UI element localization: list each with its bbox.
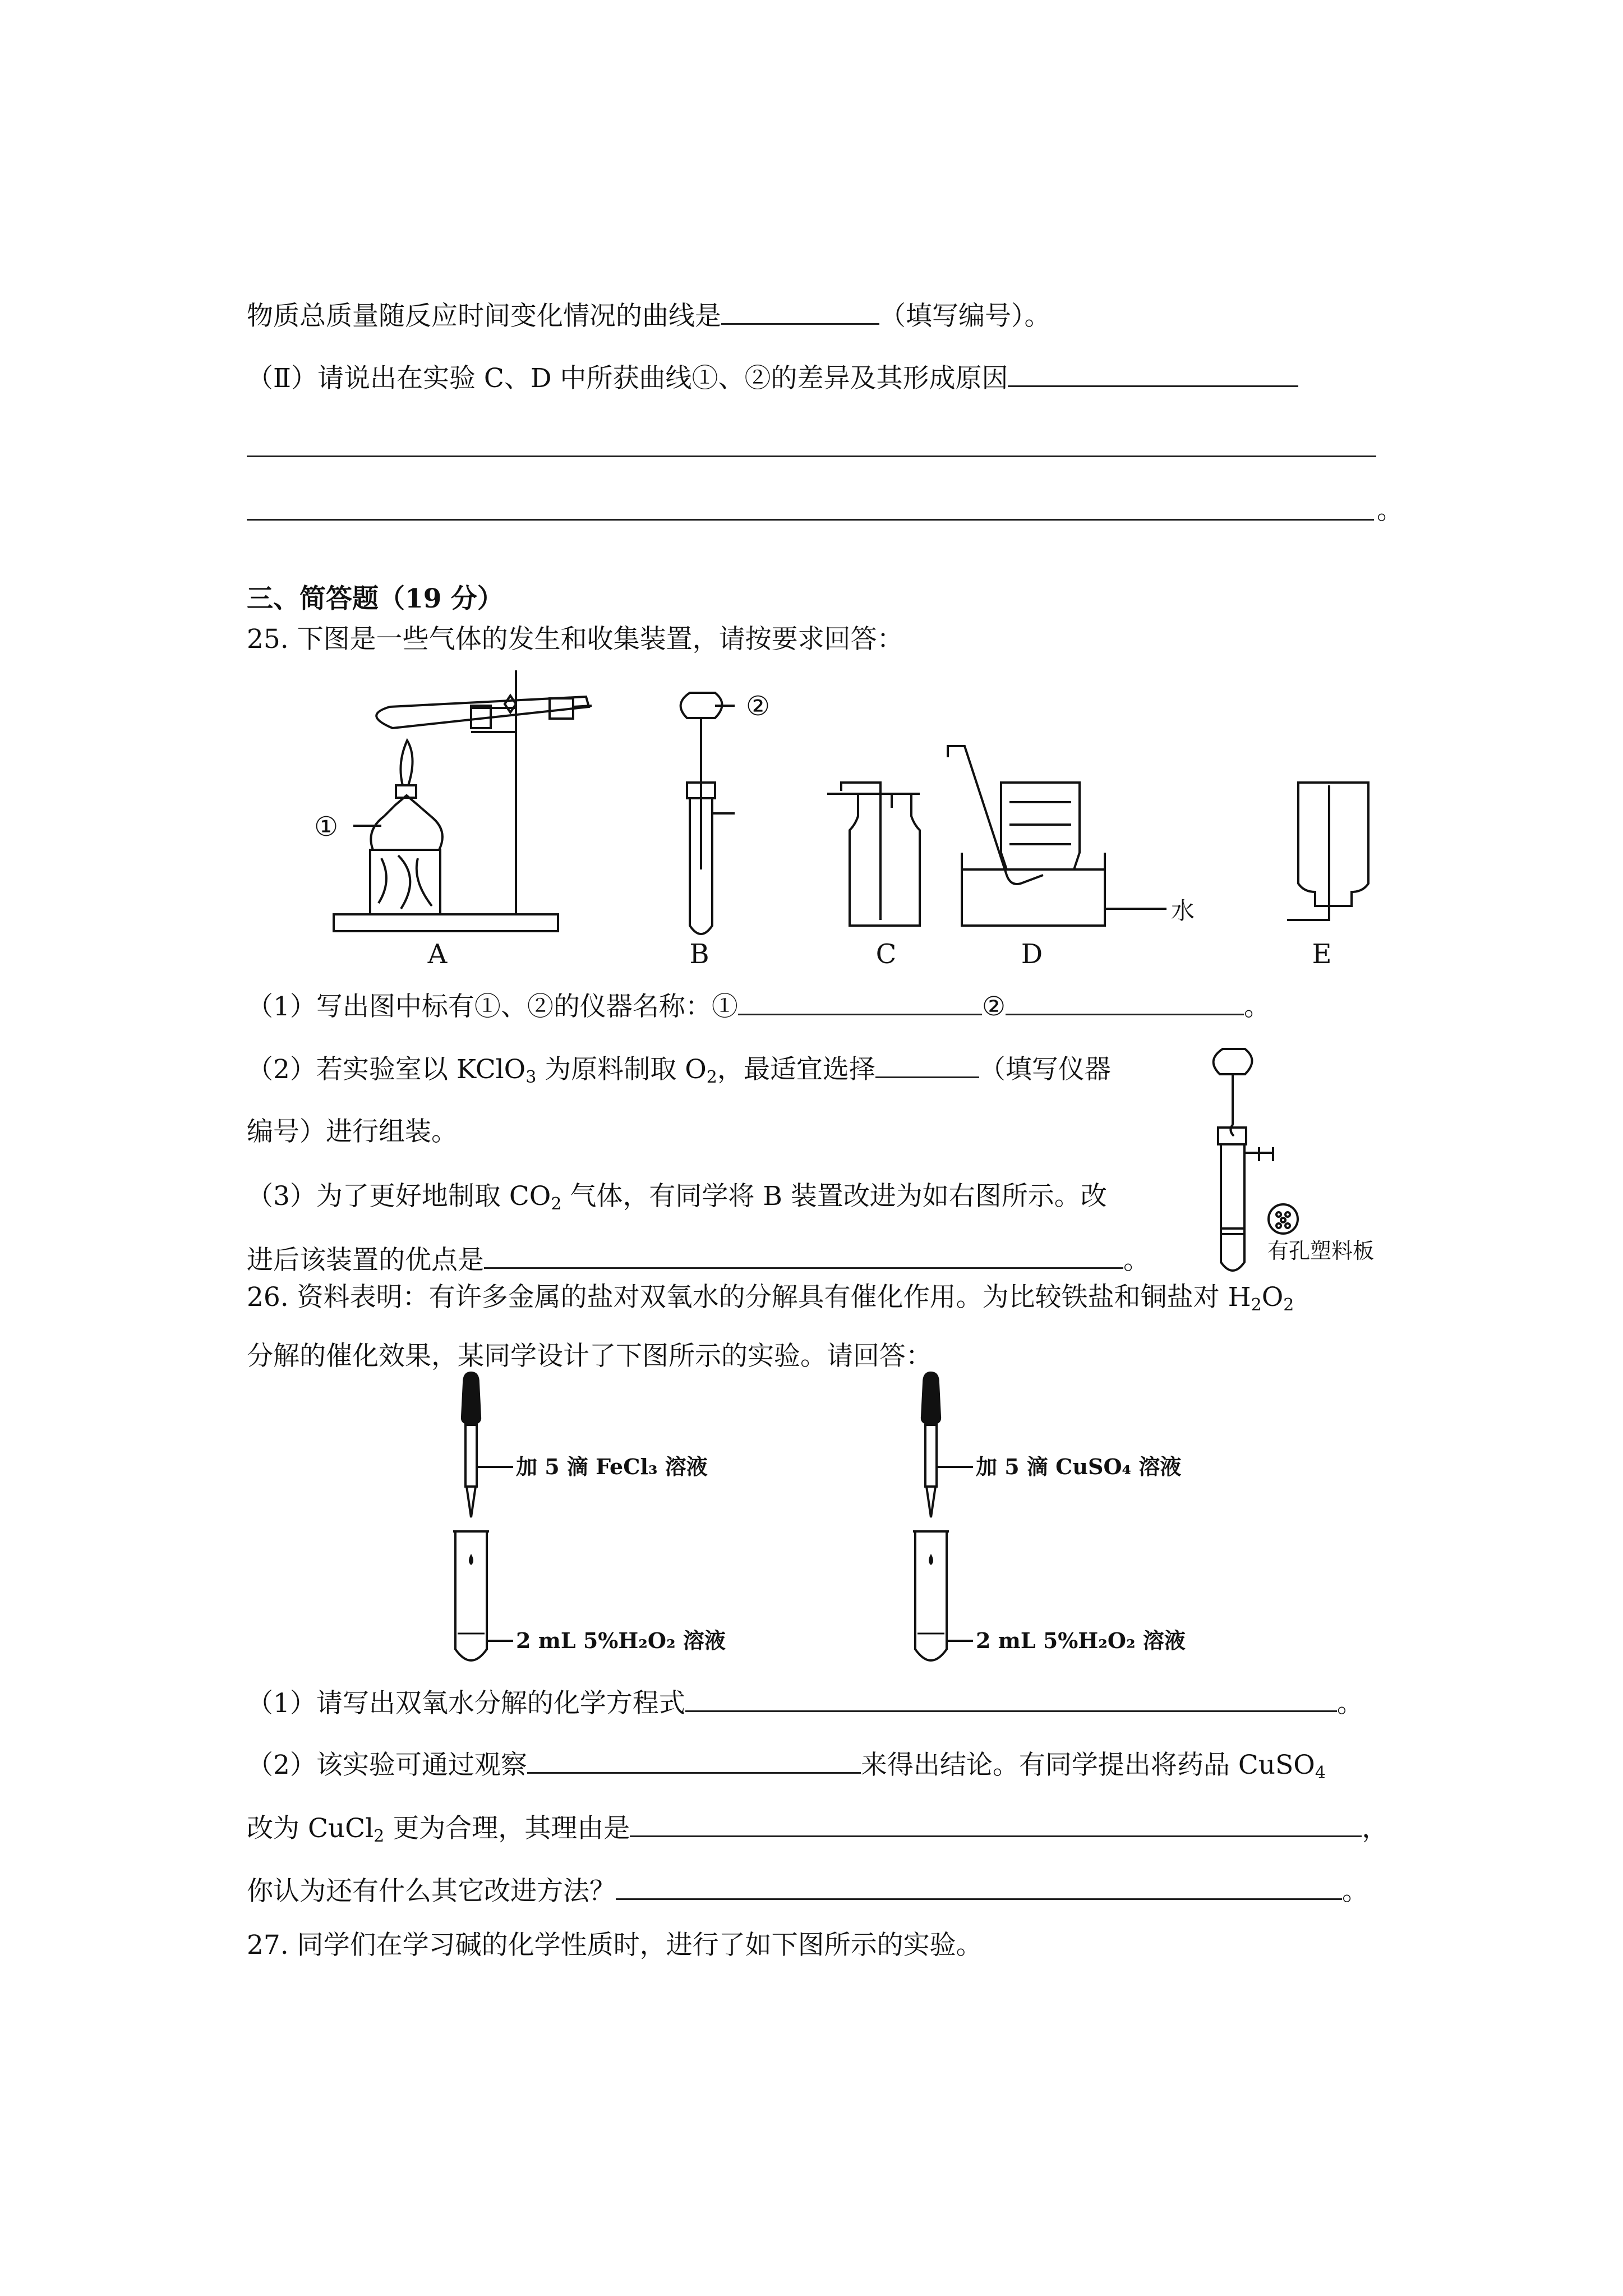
q24-line-2: （Ⅱ）请说出在实验 C、D 中所获曲线①、②的差异及其形成原因 [247,361,1298,395]
q25-stem: 25. 下图是一些气体的发生和收集装置，请按要求回答： [247,624,903,655]
left-setup [453,1372,726,1660]
label-h2o2-right: 2 mL 5%H₂O₂ 溶液 [976,1628,1186,1653]
q26-stem-1: 26. 资料表明：有许多金属的盐对双氧水的分解具有催化作用。为比较铁盐和铜盐对 $H_2O_2$ [247,1282,1294,1315]
q25-sub1: （1）写出图中标有①、②的仪器名称：① ② 。 [247,989,1270,1024]
answer-blank[interactable] [738,989,982,1015]
apparatus-c [827,783,920,926]
label-e: E [1312,938,1332,970]
q27-stem: 27. 同学们在学习碱的化学性质时，进行了如下图所示的实验。 [247,1930,983,1961]
q25-sub3-line2: 进后该装置的优点是 。 [247,1243,1150,1277]
apparatus-a [334,670,592,931]
gas-apparatus-figure [303,662,1413,976]
label-circle-2: ② [746,691,771,722]
q24-line-1: 物质总质量随反应时间变化情况的曲线是 （填写编号）。 [247,298,1051,333]
q25-sub2-line2: 编号）进行组装。 [247,1116,458,1147]
answer-blank[interactable] [721,298,879,325]
label-h2o2-left: 2 mL 5%H₂O₂ 溶液 [516,1628,726,1653]
answer-blank[interactable] [1006,989,1244,1015]
answer-blank[interactable] [685,1686,1337,1712]
answer-rule[interactable] [247,455,1376,457]
apparatus-d [948,746,1166,926]
answer-blank[interactable] [616,1874,1342,1900]
answer-blank[interactable] [1008,361,1298,387]
end-mark: 。 [1377,495,1403,526]
answer-rule[interactable] [247,519,1374,521]
answer-blank[interactable] [630,1811,1362,1837]
label-c: C [875,938,897,970]
label-circle-1: ① [314,811,339,843]
label-b: B [689,938,709,970]
label-add-fecl3: 加 5 滴 FeCl₃ 溶液 [516,1454,708,1479]
q26-sub2-line2: 改为 CuCl$_2$ 更为合理，其理由是 ， [247,1811,1388,1846]
section-title: 三、简答题（19 分） [247,583,504,614]
q25-sub3: （3）为了更好地制取 $CO_2$ 气体，有同学将 B 装置改进为如右图所示。改 [247,1181,1107,1214]
q26-sub2-line3: 你认为还有什么其它改进方法？ 。 [247,1874,1368,1908]
label-plastic-plate: 有孔塑料板 [1267,1239,1375,1263]
modified-apparatus-figure [1189,1041,1402,1282]
label-water: 水 [1171,897,1195,924]
right-setup [913,1372,1186,1660]
label-d: D [1021,938,1043,970]
answer-blank[interactable] [875,1052,979,1078]
catalyst-experiment-figure [437,1369,1223,1683]
q25-sub2: （2）若实验室以 KClO$_3$ 为原料制取 $O_2$，最适宜选择 （填写仪器 [247,1052,1111,1087]
answer-blank[interactable] [484,1243,1123,1269]
label-a: A [427,938,448,970]
label-add-cuso4: 加 5 滴 CuSO₄ 溶液 [976,1454,1182,1479]
answer-blank[interactable] [527,1747,861,1774]
q26-sub2: （2）该实验可通过观察 来得出结论。有同学提出将药品 CuSO$_4$ [247,1747,1326,1782]
apparatus-e [1287,783,1368,920]
apparatus-b [681,693,735,934]
q26-sub1: （1）请写出双氧水分解的化学方程式 。 [247,1686,1363,1720]
q26-stem-2: 分解的催化效果，某同学设计了下图所示的实验。请回答： [247,1341,932,1372]
